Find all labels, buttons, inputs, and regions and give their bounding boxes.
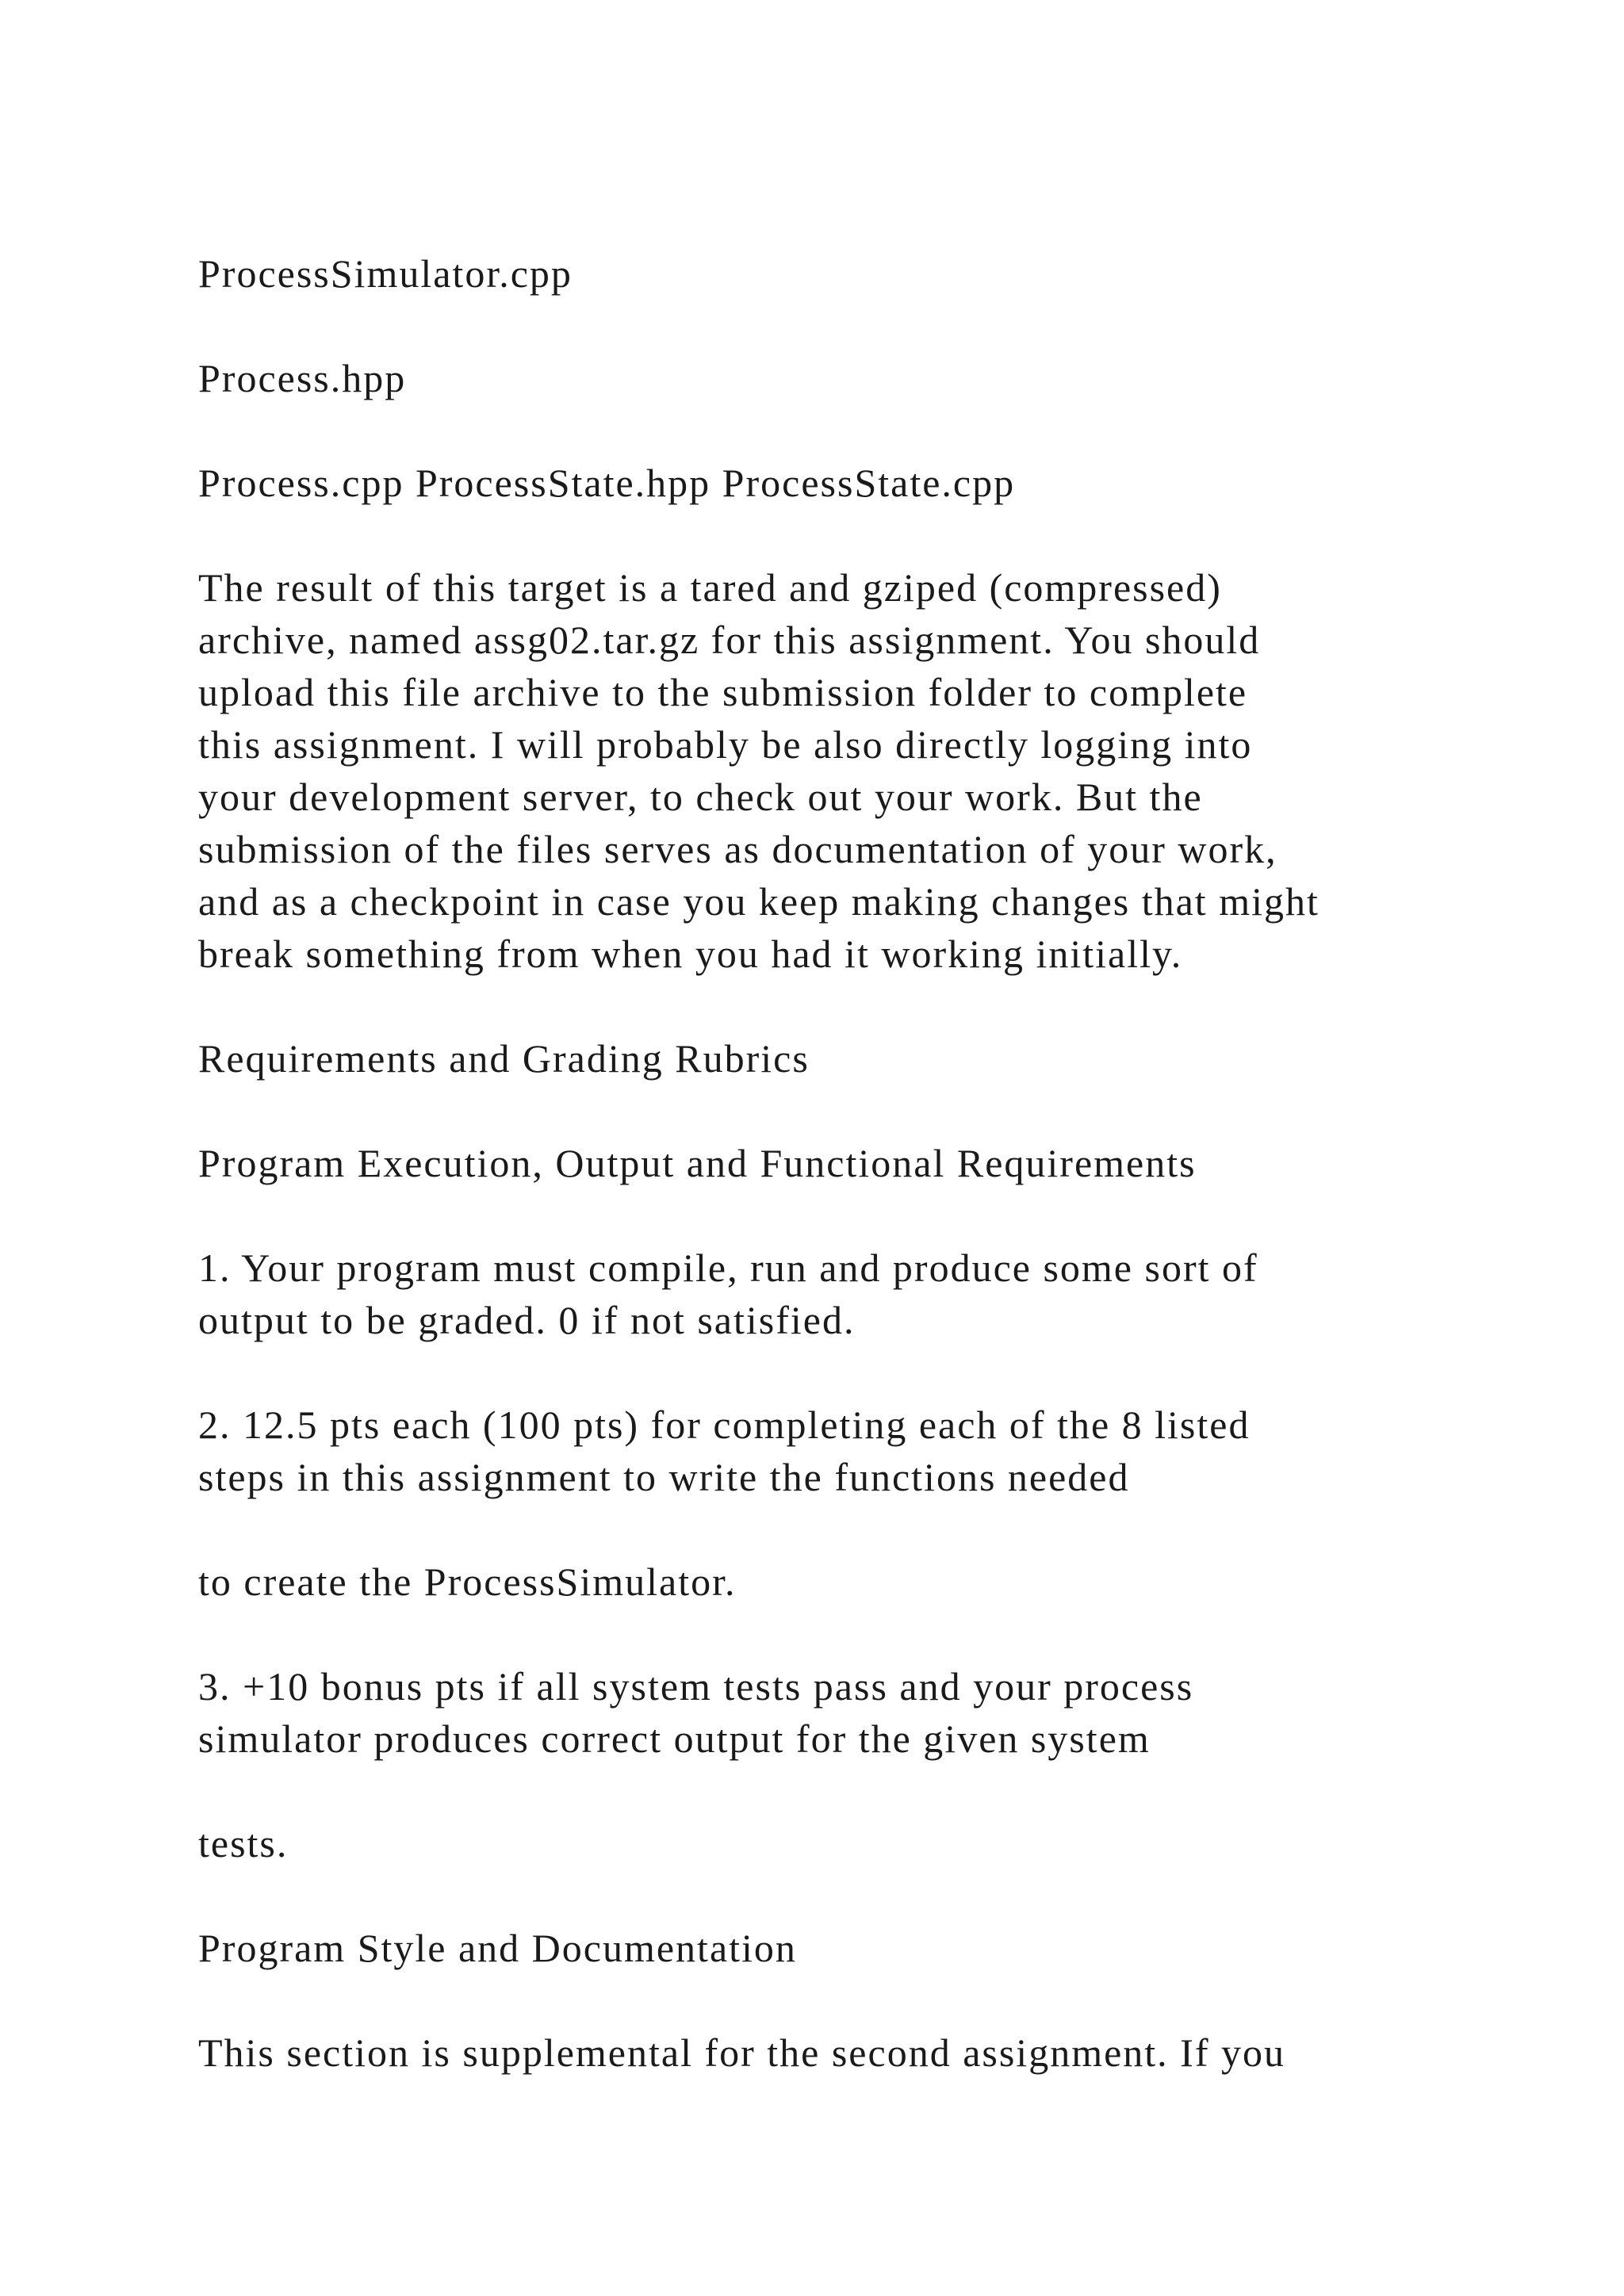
document-body xyxy=(198,247,1499,2131)
text-line: tests. xyxy=(198,1821,289,1866)
paragraph-file-processsimulator-cpp xyxy=(198,247,1499,300)
text-line: Program Execution, Output and Functional Requirements xyxy=(198,1141,1197,1185)
text-line: submission of the files serves as documentation of your work, xyxy=(198,827,1277,871)
text-line: output to be graded. 0 if not satisfied. xyxy=(198,1298,856,1342)
text-line: ProcessSimulator.cpp xyxy=(198,251,573,296)
text-line: Program Style and Documentation xyxy=(198,1926,797,1970)
text-line: Requirements and Grading Rubrics xyxy=(198,1036,810,1081)
text-line: upload this file archive to the submission folder to complete xyxy=(198,670,1248,714)
text-line: The result of this target is a tared and gziped (compressed) xyxy=(198,565,1222,610)
requirement-item-3-continued xyxy=(198,1817,1499,1869)
text-line: to create the ProcessSimulator. xyxy=(198,1559,737,1604)
text-line: Process.hpp xyxy=(198,356,407,400)
requirement-item-2 xyxy=(198,1399,1499,1503)
text-line: Process.cpp ProcessState.hpp ProcessState.cpp xyxy=(198,461,1016,505)
requirement-item-3 xyxy=(198,1660,1499,1765)
text-line: 3. +10 bonus pts if all system tests pass and your process xyxy=(198,1664,1194,1709)
paragraph-file-list xyxy=(198,457,1499,509)
text-line: and as a checkpoint in case you keep making changes that might xyxy=(198,879,1320,924)
heading-program-execution xyxy=(198,1137,1499,1189)
text-line: break something from when you had it working initially. xyxy=(198,932,1183,976)
paragraph-file-process-hpp xyxy=(198,352,1499,404)
text-line: This section is supplemental for the second assignment. If you xyxy=(198,2030,1285,2075)
requirement-item-2-continued xyxy=(198,1556,1499,1608)
paragraph-style-intro xyxy=(198,2026,1499,2079)
requirement-item-1 xyxy=(198,1242,1499,1346)
text-line: 1. Your program must compile, run and produce some sort of xyxy=(198,1246,1258,1290)
text-line: simulator produces correct output for the given system xyxy=(198,1716,1151,1761)
heading-requirements xyxy=(198,1032,1499,1085)
text-line: your development server, to check out your work. But the xyxy=(198,775,1203,819)
paragraph-submission-info xyxy=(198,561,1499,980)
text-line: this assignment. I will probably be also directly logging into xyxy=(198,722,1253,767)
heading-program-style xyxy=(198,1922,1499,1974)
text-line: 2. 12.5 pts each (100 pts) for completing each of the 8 listed xyxy=(198,1402,1251,1447)
text-line: steps in this assignment to write the functions needed xyxy=(198,1455,1130,1499)
text-line: archive, named assg02.tar.gz for this assignment. You should xyxy=(198,618,1261,662)
